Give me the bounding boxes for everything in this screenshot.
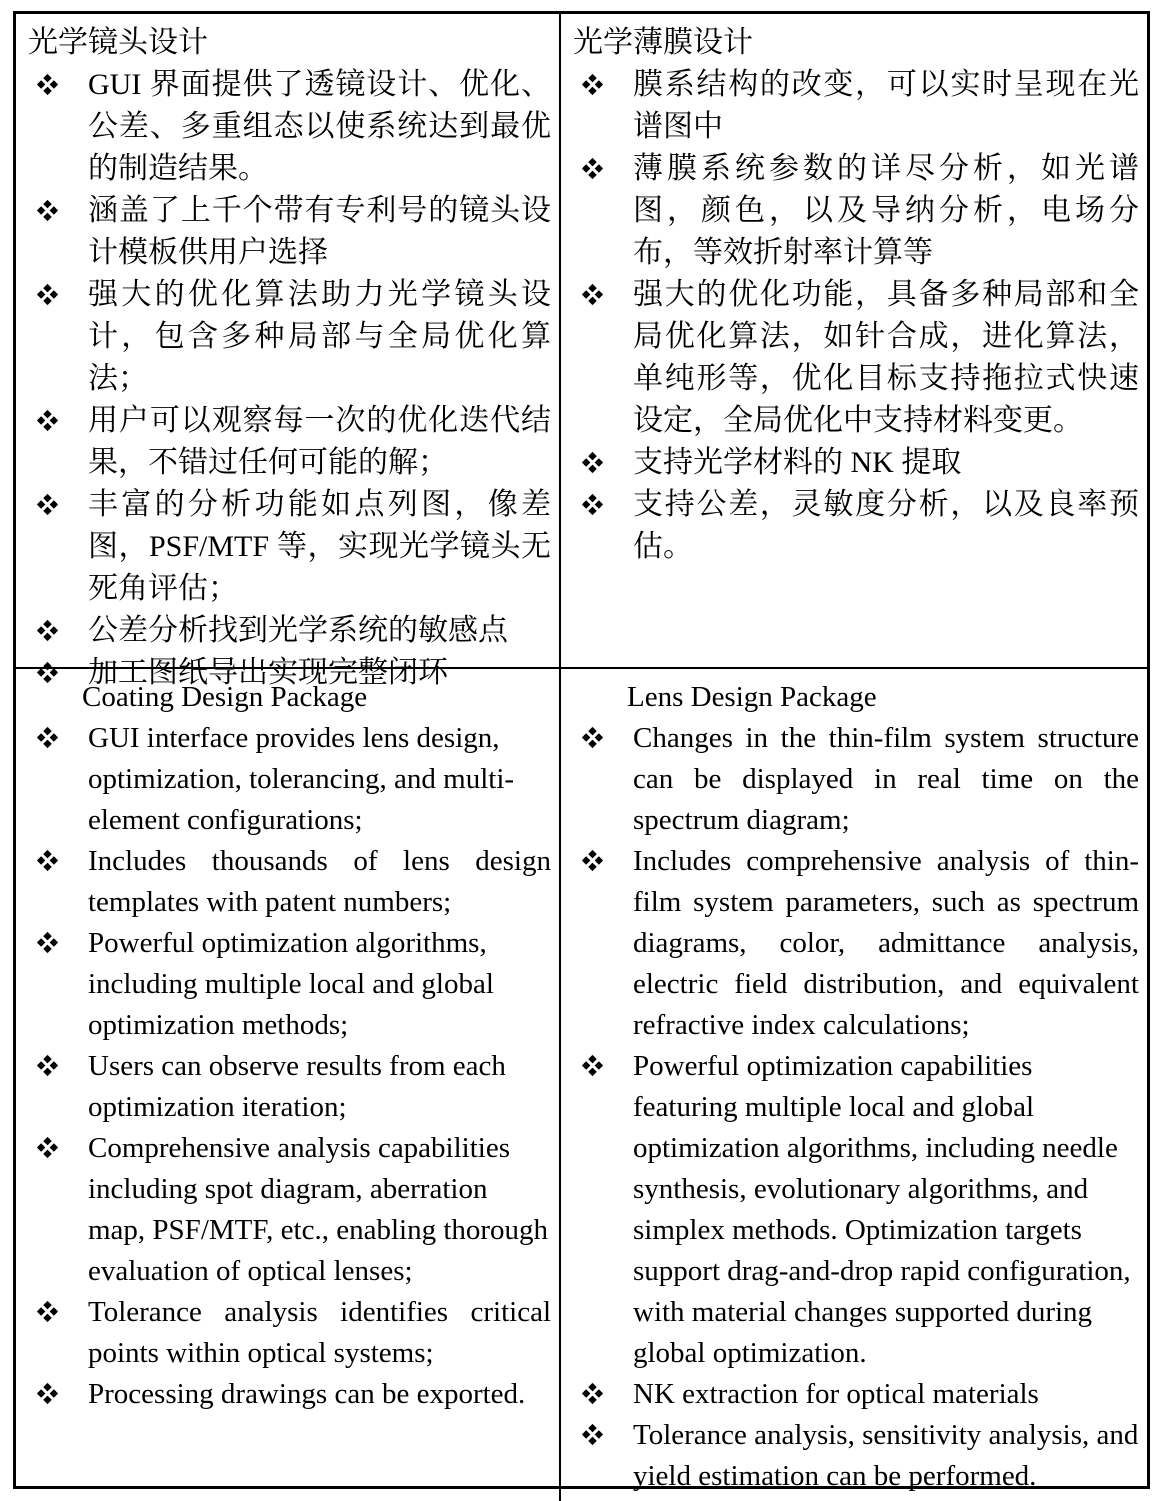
list-item — [24, 400, 551, 484]
list-item-text: Includes comprehensive analysis of thin-film system parameters, such as spectrum diagrams, color, admittance analysis, electric field distribution, and equivalent refractive index calculations; — [633, 845, 1139, 1041]
list-item — [569, 718, 1139, 841]
list-item — [24, 274, 551, 400]
four-diamond-bullet-icon — [582, 452, 603, 473]
list-item — [569, 1415, 1139, 1497]
list-item — [24, 923, 551, 1046]
four-diamond-bullet-icon — [582, 158, 603, 179]
four-diamond-bullet-icon — [37, 1137, 58, 1158]
list-item-text: Includes thousands of lens design templates with patent numbers; — [88, 845, 551, 918]
list-item — [24, 1374, 551, 1415]
list-item-text: 用户可以观察每一次的优化迭代结果，不错过任何可能的解； — [88, 404, 551, 479]
list-item-text: GUI 界面提供了透镜设计、优化、公差、多重组态以使系统达到最优的制造结果。 — [88, 68, 551, 185]
list-item-text: Powerful optimization capabilities featuring multiple local and global optimization algorithms, including needle synthesis, evolutionary algorithms, and simplex methods. Optimization targets support drag-and-drop rapid configuration, with material changes supported during global optimization. — [633, 1050, 1131, 1369]
list-item — [24, 841, 551, 923]
four-diamond-bullet-icon — [37, 410, 58, 431]
list-item-text: 涵盖了上千个带有专利号的镜头设计模板供用户选择 — [88, 194, 551, 269]
list-item-text: 强大的优化算法助力光学镜头设计，包含多种局部与全局优化算法； — [88, 278, 551, 395]
four-diamond-bullet-icon — [37, 494, 58, 515]
four-diamond-bullet-icon — [37, 1383, 58, 1404]
list-item — [24, 610, 551, 652]
four-diamond-bullet-icon — [582, 74, 603, 95]
four-diamond-bullet-icon — [37, 200, 58, 221]
cell-title-lens-design-package: Lens Design Package — [627, 681, 877, 713]
four-diamond-bullet-icon — [37, 1055, 58, 1076]
list-item — [569, 442, 1139, 484]
list-item — [569, 148, 1139, 274]
list-item-text: Comprehensive analysis capabilities including spot diagram, aberration map, PSF/MTF, etc., enabling thorough evaluation of optical lenses; — [88, 1132, 549, 1287]
list-item-text: Tolerance analysis identifies critical points within optical systems; — [88, 1296, 551, 1369]
four-diamond-bullet-icon — [37, 284, 58, 305]
optical-coating-design-zh-list — [569, 64, 1139, 568]
four-diamond-bullet-icon — [37, 620, 58, 641]
list-item — [24, 190, 551, 274]
four-diamond-bullet-icon — [37, 662, 58, 683]
four-diamond-bullet-icon — [37, 932, 58, 953]
list-item-text: 加工图纸导出实现完整闭环 — [88, 656, 448, 689]
cell-optical-lens-design-zh — [16, 14, 561, 689]
four-diamond-bullet-icon — [582, 850, 603, 871]
feature-comparison-table — [13, 11, 1150, 1492]
list-item-text: 薄膜系统参数的详尽分析，如光谱图，颜色，以及导纳分析，电场分布，等效折射率计算等 — [633, 152, 1139, 269]
four-diamond-bullet-icon — [37, 1301, 58, 1322]
list-item — [24, 652, 551, 694]
cell-title-optical-lens-design-zh: 光学镜头设计 — [28, 26, 208, 59]
list-item — [569, 1046, 1139, 1374]
list-item-text: 丰富的分析功能如点列图，像差图，PSF/MTF 等，实现光学镜头无死角评估； — [88, 488, 551, 605]
cell-title-coating-design-package: Coating Design Package — [82, 681, 368, 713]
list-item-text: Powerful optimization algorithms, including multiple local and global optimization methods; — [88, 927, 494, 1041]
list-item-text: NK extraction for optical materials — [633, 1378, 1039, 1410]
four-diamond-bullet-icon — [37, 74, 58, 95]
four-diamond-bullet-icon — [582, 494, 603, 515]
list-item-text: Users can observe results from each optimization iteration; — [88, 1050, 506, 1123]
list-item-text: GUI interface provides lens design, optimization, tolerancing, and multi-element configurations; — [88, 722, 515, 836]
list-item — [569, 841, 1139, 1046]
list-item — [24, 1292, 551, 1374]
list-item — [24, 718, 551, 841]
cell-title-optical-coating-design-zh: 光学薄膜设计 — [573, 26, 753, 59]
list-item — [24, 484, 551, 610]
four-diamond-bullet-icon — [37, 727, 58, 748]
list-item-text: Changes in the thin-film system structure can be displayed in real time on the spectrum diagram; — [633, 722, 1139, 836]
four-diamond-bullet-icon — [582, 284, 603, 305]
optical-lens-design-zh-list — [24, 64, 551, 694]
list-item — [569, 64, 1139, 148]
list-item-text: 公差分析找到光学系统的敏感点 — [88, 614, 508, 647]
list-item — [569, 484, 1139, 568]
four-diamond-bullet-icon — [582, 1424, 603, 1445]
list-item-text: 支持公差，灵敏度分析，以及良率预估。 — [633, 488, 1139, 563]
list-item — [569, 274, 1139, 442]
list-item-text: Tolerance analysis, sensitivity analysis, and yield estimation can be performed. — [633, 1419, 1139, 1492]
list-item-text: Processing drawings can be exported. — [88, 1378, 526, 1410]
cell-coating-design-package-en — [16, 669, 561, 1501]
list-item — [24, 1046, 551, 1128]
list-item-text: 膜系结构的改变，可以实时呈现在光谱图中 — [633, 68, 1139, 143]
coating-design-package-list — [24, 718, 551, 1415]
lens-design-package-list — [569, 718, 1139, 1497]
four-diamond-bullet-icon — [582, 1383, 603, 1404]
four-diamond-bullet-icon — [582, 1055, 603, 1076]
list-item — [24, 1128, 551, 1292]
list-item-text: 支持光学材料的 NK 提取 — [633, 446, 962, 479]
cell-lens-design-package-en — [561, 669, 1147, 1501]
cell-optical-coating-design-zh — [561, 14, 1147, 669]
four-diamond-bullet-icon — [37, 850, 58, 871]
list-item — [24, 64, 551, 190]
list-item-text: 强大的优化功能，具备多种局部和全局优化算法，如针合成，进化算法，单纯形等，优化目标支持拖拉式快速设定，全局优化中支持材料变更。 — [633, 278, 1139, 437]
four-diamond-bullet-icon — [582, 727, 603, 748]
list-item — [569, 1374, 1139, 1415]
